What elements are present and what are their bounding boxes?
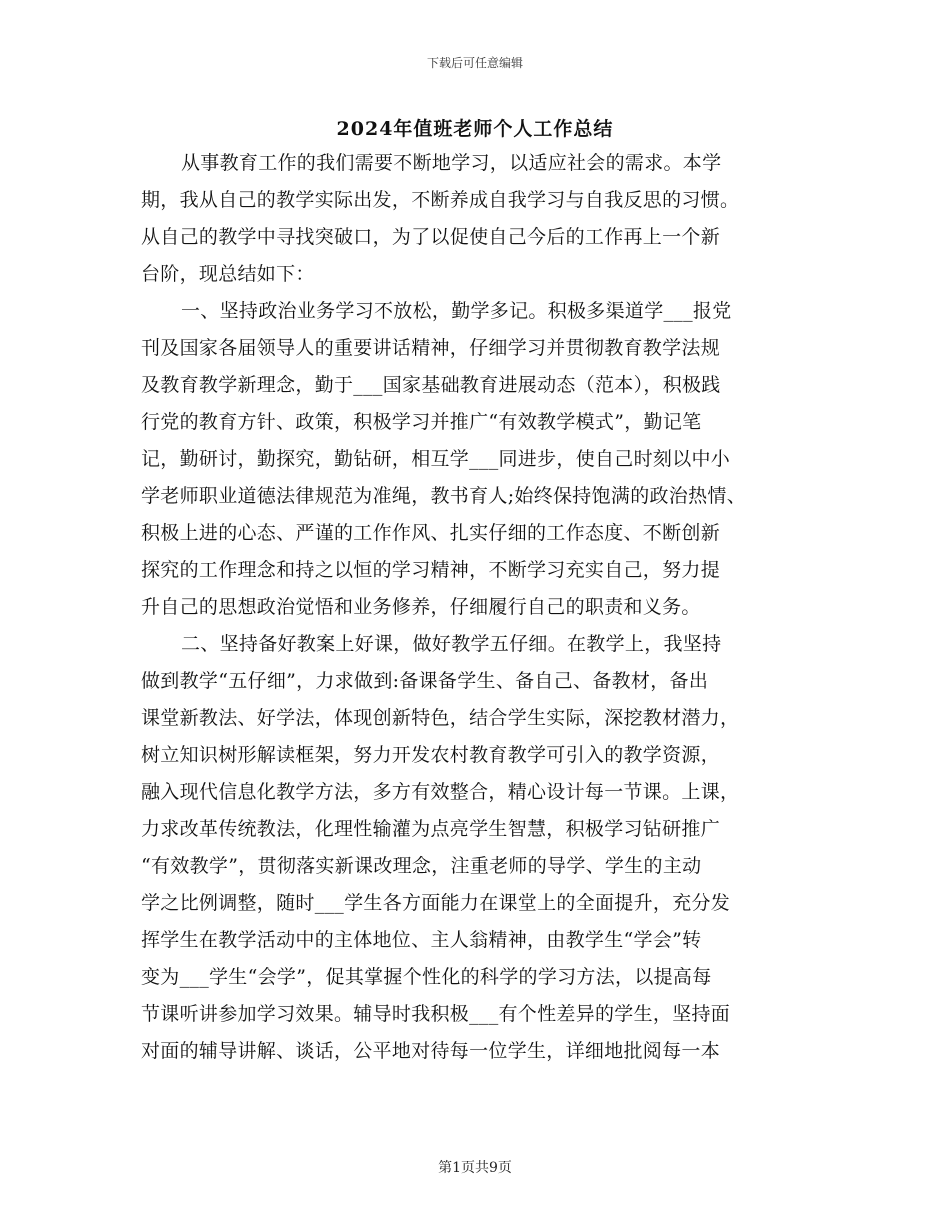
text-line: 行党的教育方针、政策，积极学习并推广“有效教学模式”，勤记笔	[141, 411, 702, 433]
text-line: 二、坚持备好教案上好课，做好教学五仔细。在教学上，我坚持	[181, 633, 722, 655]
text-line: 及教育教学新理念，勤于___国家基础教育进展动态（范本），积极践	[141, 374, 721, 396]
text-line: 升自己的思想政治觉悟和业务修养，仔细履行自己的职责和义务。	[141, 596, 701, 618]
text-line: 从自己的教学中寻找突破口，为了以促使自己今后的工作再上一个新	[141, 226, 721, 248]
text-line: 挥学生在教学活动中的主体地位、主人翁精神，由教学生“学会”转	[141, 929, 702, 951]
text-line: 变为___学生“会学”，促其掌握个性化的科学的学习方法，以提高每	[141, 966, 712, 988]
text-line: 融入现代信息化教学方法，多方有效整合，精心设计每一节课。上课，	[141, 781, 740, 803]
text-line: 做到教学“五仔细”，力求做到:备课备学生、备自己、备教材，备出	[141, 670, 709, 692]
text-line: 期，我从自己的教学实际出发，不断养成自我学习与自我反思的习惯。	[141, 189, 740, 211]
header-note: 下载后可任意编辑	[426, 56, 523, 70]
text-line: “有效教学”，贯彻落实新课改理念，注重老师的导学、学生的主动	[141, 855, 702, 877]
page-number: 第1页共9页	[438, 1160, 512, 1176]
text-line: 记，勤研讨，勤探究，勤钻研，相互学___同进步，使自己时刻以中小	[141, 448, 731, 470]
text-line: 从事教育工作的我们需要不断地学习，以适应社会的需求。本学	[181, 152, 722, 174]
text-line: 树立知识树形解读框架，努力开发农村教育教学可引入的教学资源，	[141, 744, 721, 766]
text-line: 节课听讲参加学习效果。辅导时我积极___有个性差异的学生，坚持面	[141, 1003, 731, 1025]
text-line: 积极上进的心态、严谨的工作作风、扎实仔细的工作态度、不断创新	[141, 522, 721, 544]
text-line: 力求改革传统教法，化理性输灌为点亮学生智慧，积极学习钻研推广	[141, 818, 721, 840]
text-line: 台阶，现总结如下：	[141, 263, 315, 285]
document-title: 2024年值班老师个人工作总结	[336, 118, 614, 140]
text-line: 学老师职业道德法律规范为准绳，教书育人;始终保持饱满的政治热情、	[141, 485, 747, 507]
text-line: 探究的工作理念和持之以恒的学习精神，不断学习充实自己，努力提	[141, 559, 721, 581]
text-line: 课堂新教法、好学法，体现创新特色，结合学生实际，深挖教材潜力，	[141, 707, 740, 729]
text-line: 刊及国家各届领导人的重要讲话精神，仔细学习并贯彻教育教学法规	[141, 337, 721, 359]
text-line: 对面的辅导讲解、谈话，公平地对待每一位学生，详细地批阅每一本	[141, 1040, 721, 1062]
text-line: 学之比例调整，随时___学生各方面能力在课堂上的全面提升，充分发	[141, 892, 731, 914]
document-body	[141, 145, 811, 1070]
text-line: 一、坚持政治业务学习不放松，勤学多记。积极多渠道学___报党	[181, 300, 732, 322]
